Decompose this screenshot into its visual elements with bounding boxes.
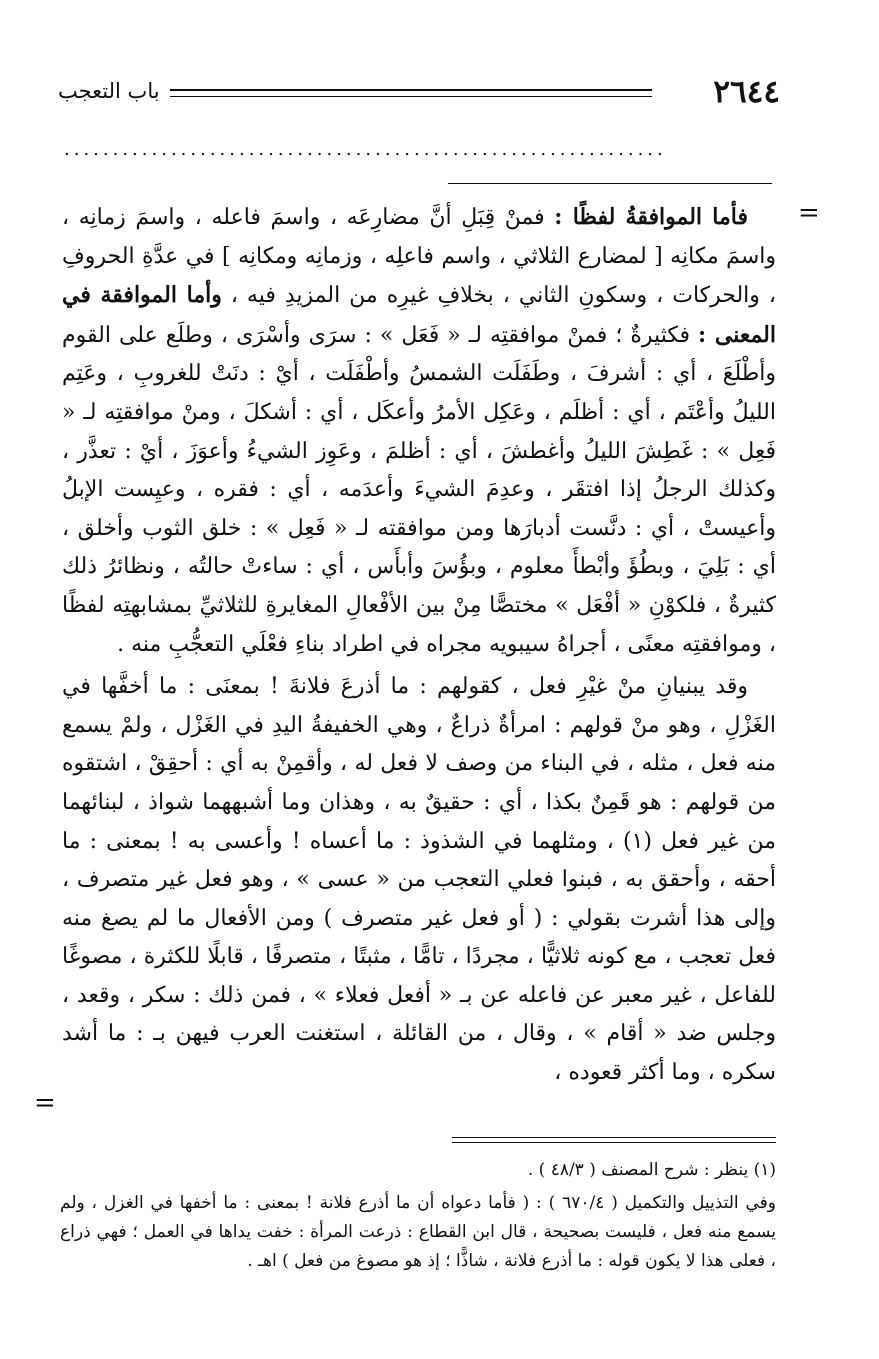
- dotted-separator: ..............................................................: [64, 140, 667, 160]
- paragraph-text: فمنْ قِبَلِ أنَّ مضارِعَه ، واسمَ فاعله ، واسمَ زمانِه ، واسمَ مكانِه [ لمضارع الثلاثي ، واسم فاعلِه ، وزمانِه ومكانِه ] في عدَّةِ الحروفِ ، والحركات ، وسكونِ الثاني ، بخلافِ غيرِه من المزيدِ فيه ،: [62, 205, 776, 309]
- continuation-mark-bottom: =: [34, 1088, 56, 1118]
- paragraph-text: فكثيرةٌ ؛ فمنْ موافقتِه لـ « فَعَل » : سرَى وأسْرَى ، وطلَع على القوم وأطْلَعَ ، أي : أشرفَ ، وطَفَلَت الشمسُ وأطْفَلَت ، أيْ : دنَتْ للغروبِ ، وعَتِم الليلُ وأعْتَم ، أي : أظلَم ، وعَكِل الأمرُ وأعكَل ، أي : أشكلَ ، ومنْ موافقتِه لـ « فَعِل » : غَطِشَ الليلُ وأغطشَ ، أي : أظلمَ ، وعَوِز الشيءُ وأعوَزَ ، أيْ : تعذَّر ، وكذلك الرجلُ إذا افتقَر ، وعدِمَ الشيءَ وأعدَمه ، أي : فقره ، وعيِست الإبلُ وأعيستْ ، أي : دنَّست أدبارَها ومن موافقته لـ « فَعِل » : خلق الثوب وأخلق ، أي : بَلِيَ ، وبطُؤَ وأبْطأَ معلوم ، وبؤُسَ وأبأَس ، أي : ساءتْ حالتُه ، ونظائرُ ذلك كثيرةٌ ، فلكوْنِ « أفْعَل » مختصًّا مِنْ بين الأفْعالِ المغايرةِ للثلاثيِّ بمشابهتِه لفظًا ، وموافقتِه معنًى ، أجراهُ سيبويه مجراه في اطراد بناءِ فعْلَي التعجُّبِ منه .: [62, 322, 776, 657]
- paragraph-agreement: [62, 198, 776, 664]
- chapter-title: باب التعجب: [58, 79, 160, 103]
- footnote-1-continued: وفي التذييل والتكميل ( ٦٧٠/٤ ) : ( فأما دعواه أن ما أذرع فلانة ! بمعنى : ما أخفها في الغزل ، ولم يسمع منه فعل ، فليست بصحيحة ، قال ابن القطاع : ذرعت المرأة : خفت يداها في العمل ؛ فهي ذراع ، فعلى هذا لا يكون قوله : ما أذرع فلانة ، شاذًّا ؛ إذ هو مصوغ من فعل ) اهـ .: [60, 1193, 776, 1271]
- paragraph-irregular: وقد يبنيانِ منْ غيْرِ فعل ، كقولهم : ما أذرعَ فلانةَ ! بمعنَى : ما أخفَّها في الغَزْلِ ، وهو منْ قولهم : امرأةٌ ذراعٌ ، وهي الخفيفةُ اليدِ في الغَزْل ، ولمْ يسمع منه فعل ، مثله ، في البناء من وصف لا فعل له ، وأقمِنْ به أي : أحقِقْ ، اشتقوه من قولهم : هو قَمِنٌ بكذا ، أي : حقيقٌ به ، وهذان وما أشبههما شواذ ، لبنائهما من غير فعل (١) ، ومثلهما في الشذوذ : ما أعساه ! وأعسى به ! بمعنى : ما أحقه ، وأحقق به ، فبنوا فعلي التعجب من « عسى » ، وهو فعل غير متصرف ، وإلى هذا أشرت بقولي : ( أو فعل غير متصرف ) ومن الأفعال ما لم يصغ منه فعل تعجب ، مع كونه ثلاثيًّا ، مجردًا ، تامًّا ، مثبتًا ، متصرفًا ، قابلًا للكثرة ، مصوغًا للفاعل ، غير معبر عن فاعله عن بـ « أفعل فعلاء » ، فمن ذلك : سكر ، وقعد ، وجلس ضد « أقام » ، وقال ، من القائلة ، استغنت العرب فيهن بـ : ما أشد سكره ، وما أكثر قعوده ،: [62, 674, 776, 1086]
- page-header: [58, 74, 780, 114]
- header-rule: [170, 89, 652, 97]
- page-number: ٢٦٤٤: [713, 74, 780, 110]
- footnote-1: (١) ينظر : شرح المصنف ( ٤٨/٣ ) .: [527, 1160, 776, 1180]
- continuation-mark-top: =: [798, 198, 820, 228]
- main-text: [62, 198, 776, 1093]
- top-short-rule: [448, 183, 772, 184]
- heading-verbal-agreement: فأما الموافقةُ لفظًا :: [554, 204, 748, 230]
- footnote-rule: [452, 1137, 776, 1143]
- footnotes: [60, 1156, 776, 1276]
- heading-semantic-agreement: وأما الموافقة في المعنى :: [62, 282, 776, 348]
